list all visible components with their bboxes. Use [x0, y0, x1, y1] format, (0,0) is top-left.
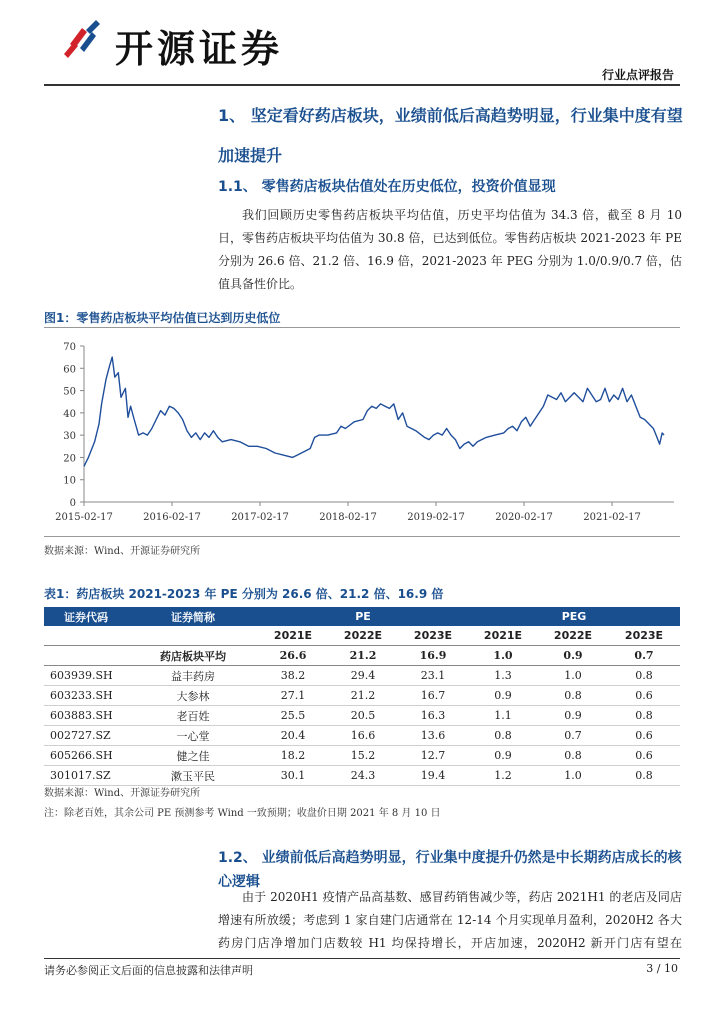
table-source: 数据来源：Wind、开源证券研究所: [44, 788, 201, 799]
figure-rule: [44, 327, 680, 328]
col-group-peg: PEG: [468, 607, 680, 626]
table-row: [44, 706, 680, 726]
year-cell: 2021E: [468, 626, 538, 646]
y-tick-label: 60: [63, 364, 76, 376]
footer-rule: [44, 958, 680, 959]
pe-cell: 38.2: [258, 666, 328, 686]
pe-cell: 15.2: [328, 746, 398, 766]
code-cell: 603939.SH: [44, 666, 128, 686]
name-cell: 健之佳: [128, 746, 258, 766]
peg-cell: 1.0: [538, 666, 608, 686]
peg-cell: 1.0: [538, 766, 608, 786]
name-cell: 大参林: [128, 686, 258, 706]
peg-cell: 0.7: [608, 646, 680, 666]
y-tick-label: 50: [63, 386, 76, 398]
body-paragraph: 我们回顾历史零售药店板块平均估值，历史平均估值为 34.3 倍，截至 8 月 10 日，零售药店板块平均估值为 30.8 倍，已达到低位。零售药店板块 2021-2023 年 PE 分别为 26.6 倍、21.2 倍、16.9 倍，2021-2023 年 PEG 分别为 1.0/0.9/0.7 倍，估值具备性价比。: [218, 208, 682, 291]
peg-cell: 0.8: [608, 706, 680, 726]
x-tick-label: 2015-02-17: [55, 512, 113, 523]
year-cell: 2022E: [538, 626, 608, 646]
year-cell: 2021E: [258, 626, 328, 646]
peg-cell: 0.8: [538, 746, 608, 766]
valuation-line-chart: [44, 338, 684, 528]
peg-cell: 1.1: [468, 706, 538, 726]
peg-cell: 0.7: [538, 726, 608, 746]
peg-cell: 0.6: [608, 686, 680, 706]
peg-cell: 0.8: [608, 666, 680, 686]
name-cell: 药店板块平均: [128, 646, 258, 666]
year-cell: 2023E: [608, 626, 680, 646]
peg-cell: 0.9: [538, 646, 608, 666]
figure-source: 数据来源：Wind、开源证券研究所: [44, 546, 201, 557]
table-note: 注：除老百姓，其余公司 PE 预测参考 Wind 一致预期；收盘价日期 2021 年 8 月 10 日: [44, 808, 441, 819]
peg-cell: 0.6: [608, 746, 680, 766]
logo-icon: [60, 18, 106, 62]
valuation-series-line: [84, 357, 664, 466]
y-tick-label: 20: [63, 453, 76, 465]
y-tick-label: 10: [63, 475, 76, 487]
peg-cell: 0.6: [608, 726, 680, 746]
col-name: 证券简称: [128, 607, 258, 626]
footer-disclaimer: 请务必参阅正文后面的信息披露和法律声明: [44, 964, 253, 977]
x-tick-label: 2021-02-17: [583, 512, 641, 523]
body-paragraph: 由于 2020H1 疫情产品高基数、感冒药销售减少等，药店 2021H1 的老店及同店增速有所放缓；考虑到 1 家自建门店通常在 12-14 个月实现单月盈利，2020H2 各大药房门店净增加门店数较 H1 均保持增长，开店加速，2020H2 新开门店有望在: [218, 890, 682, 950]
peg-cell: 0.9: [538, 706, 608, 726]
pe-cell: 24.3: [328, 766, 398, 786]
pe-cell: 16.9: [398, 646, 468, 666]
section-title: 1、 坚定看好药店板块，业绩前低后高趋势明显，行业集中度有望加速提升: [218, 106, 683, 165]
table-title: 表1：药店板块 2021-2023 年 PE 分别为 26.6 倍、21.2 倍、16.9 倍: [44, 587, 444, 601]
y-tick-label: 70: [63, 342, 76, 353]
col-group-pe: PE: [258, 607, 468, 626]
code-cell: 603233.SH: [44, 686, 128, 706]
pe-cell: 20.5: [328, 706, 398, 726]
pe-cell: 23.1: [398, 666, 468, 686]
figure-bottom-rule: [44, 536, 680, 537]
code-cell: 301017.SZ: [44, 766, 128, 786]
table-row-average: [44, 646, 680, 666]
peg-cell: 1.2: [468, 766, 538, 786]
col-code: 证券代码: [44, 607, 128, 626]
figure-title: 图1：零售药店板块平均估值已达到历史低位: [44, 311, 281, 325]
peg-cell: 0.9: [468, 686, 538, 706]
x-tick-label: 2018-02-17: [319, 512, 377, 523]
peg-cell: 0.8: [608, 766, 680, 786]
name-cell: 一心堂: [128, 726, 258, 746]
table-header-row: [44, 607, 680, 626]
table-row: [44, 726, 680, 746]
x-tick-label: 2020-02-17: [495, 512, 553, 523]
table-year-row: [44, 626, 680, 646]
subsection-title: 1.1、 零售药店板块估值处在历史低位，投资价值显现: [218, 179, 556, 195]
subsection-title: 1.2、 业绩前低后高趋势明显，行业集中度提升仍然是中长期药店成长的核心逻辑: [218, 850, 682, 890]
x-tick-label: 2017-02-17: [231, 512, 289, 523]
y-tick-label: 40: [63, 408, 76, 420]
peg-cell: 1.3: [468, 666, 538, 686]
y-tick-label: 30: [63, 431, 76, 443]
report-type: 行业点评报告: [601, 68, 674, 82]
page-number: 3 / 10: [646, 962, 678, 975]
name-cell: 漱玉平民: [128, 766, 258, 786]
code-cell: 002727.SZ: [44, 726, 128, 746]
code-cell: 603883.SH: [44, 706, 128, 726]
header-rule: [44, 84, 680, 86]
peg-cell: 1.0: [468, 646, 538, 666]
pe-cell: 29.4: [328, 666, 398, 686]
name-cell: 益丰药房: [128, 666, 258, 686]
company-logo-text: 开源证券: [115, 27, 284, 71]
table-row: [44, 746, 680, 766]
year-cell: 2022E: [328, 626, 398, 646]
year-cell: 2023E: [398, 626, 468, 646]
code-cell: 605266.SH: [44, 746, 128, 766]
pe-cell: 16.6: [328, 726, 398, 746]
pe-cell: 26.6: [258, 646, 328, 666]
peg-cell: 0.9: [468, 746, 538, 766]
pe-cell: 12.7: [398, 746, 468, 766]
table-row: [44, 686, 680, 706]
pe-cell: 21.2: [328, 646, 398, 666]
table-row: [44, 666, 680, 686]
pe-cell: 21.2: [328, 686, 398, 706]
pe-cell: 27.1: [258, 686, 328, 706]
pe-cell: 19.4: [398, 766, 468, 786]
x-tick-label: 2016-02-17: [143, 512, 201, 523]
pe-cell: 20.4: [258, 726, 328, 746]
peg-cell: 0.8: [468, 726, 538, 746]
pe-cell: 16.3: [398, 706, 468, 726]
pe-cell: 25.5: [258, 706, 328, 726]
pe-cell: 18.2: [258, 746, 328, 766]
table-row: [44, 766, 680, 786]
y-tick-label: 0: [69, 498, 76, 509]
name-cell: 老百姓: [128, 706, 258, 726]
pe-cell: 16.7: [398, 686, 468, 706]
pe-cell: 30.1: [258, 766, 328, 786]
pe-table: [44, 607, 680, 786]
pe-cell: 13.6: [398, 726, 468, 746]
x-tick-label: 2019-02-17: [407, 512, 465, 523]
peg-cell: 0.8: [538, 686, 608, 706]
